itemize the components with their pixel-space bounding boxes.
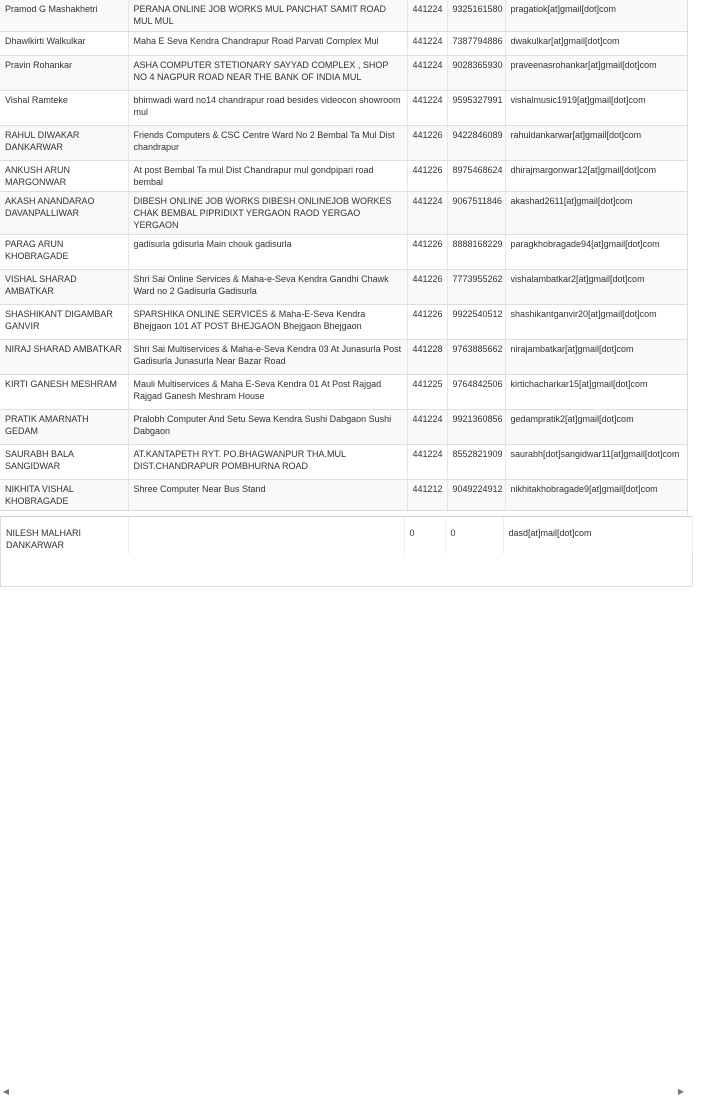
name-cell: SAURABH BALA SANGIDWAR <box>0 444 128 479</box>
table-row <box>0 0 688 31</box>
address-cell: SPARSHIKA ONLINE SERVICES & Maha-E-Seva Kendra Bhejgaon 101 AT POST BHEJGAON Bhejgaon Bhejgaon <box>128 304 407 339</box>
email-cell: pragatiok[at]gmail[dot]com <box>505 0 688 31</box>
table-row <box>0 269 688 304</box>
phone-cell: 7773955262 <box>447 269 505 304</box>
pincode-cell: 441224 <box>407 0 447 31</box>
email-cell: nikhitakhobragade9[at]gmail[dot]com <box>505 479 688 510</box>
address-cell: Pralobh Computer And Setu Sewa Kendra Sushi Dabgaon Sushi Dabgaon <box>128 409 407 444</box>
phone-cell: 8888168229 <box>447 234 505 269</box>
pincode-cell: 441212 <box>407 479 447 510</box>
centre-list-table <box>0 0 688 511</box>
table-row <box>0 339 688 374</box>
phone-cell: 9049224912 <box>447 479 505 510</box>
phone-cell: 9921360856 <box>447 409 505 444</box>
phone-cell: 9595327991 <box>447 90 505 125</box>
name-cell: PARAG ARUN KHOBRAGADE <box>0 234 128 269</box>
email-cell: dasd[at]mail[dot]com <box>503 517 692 554</box>
phone-cell: 9067511846 <box>447 191 505 234</box>
address-cell: Shri Sai Online Services & Maha-e-Seva Kendra Gandhi Chawk Ward no 2 Gadisurla Gadisurla <box>128 269 407 304</box>
phone-cell: 9422846089 <box>447 125 505 160</box>
email-cell: vishalambatkar2[at]gmail[dot]com <box>505 269 688 304</box>
table-row <box>0 409 688 444</box>
address-cell: gadisurla gdisurla Main chouk gadisurla <box>128 234 407 269</box>
address-cell: DIBESH ONLINE JOB WORKS DIBESH ONLINEJOB WORKES CHAK BEMBAL PIPRIDIXT YERGAON RAOD YERGAO YERGAON <box>128 191 407 234</box>
phone-cell: 9028365930 <box>447 55 505 90</box>
address-cell <box>128 517 404 554</box>
name-cell: SHASHIKANT DIGAMBAR GANVIR <box>0 304 128 339</box>
pincode-cell: 441224 <box>407 444 447 479</box>
name-cell: NIKHITA VISHAL KHOBRAGADE <box>0 479 128 510</box>
secondary-table <box>1 517 693 554</box>
table-row <box>0 31 688 55</box>
email-cell: dhirajmargonwar12[at]gmail[dot]com <box>505 160 688 191</box>
table-row <box>0 444 688 479</box>
scroll-left-icon[interactable]: ◀ <box>2 1087 10 1096</box>
horizontal-scrollbar[interactable] <box>1 1085 692 1099</box>
table-row <box>0 160 688 191</box>
email-cell: rahuldankarwar[at]gmail[dot]com <box>505 125 688 160</box>
pincode-cell: 441224 <box>407 409 447 444</box>
email-cell: nirajambatkar[at]gmail[dot]com <box>505 339 688 374</box>
table-row <box>0 55 688 90</box>
address-cell: Shree Computer Near Bus Stand <box>128 479 407 510</box>
address-cell: Maha E Seva Kendra Chandrapur Road Parvati Complex Mul <box>128 31 407 55</box>
address-cell: PERANA ONLINE JOB WORKS MUL PANCHAT SAMIT ROAD MUL MUL <box>128 0 407 31</box>
email-cell: praveenasrohankar[at]gmail[dot]com <box>505 55 688 90</box>
email-cell: kirtichacharkar15[at]gmail[dot]com <box>505 374 688 409</box>
phone-cell: 9764842506 <box>447 374 505 409</box>
name-cell: KIRTI GANESH MESHRAM <box>0 374 128 409</box>
email-cell: vishalmusic1919[at]gmail[dot]com <box>505 90 688 125</box>
address-cell: bhimwadi ward no14 chandrapur road besides videocon showroom mul <box>128 90 407 125</box>
phone-cell: 9325161580 <box>447 0 505 31</box>
address-cell: Mauli Multiservices & Maha E-Seva Kendra 01 At Post Rajgad Rajgad Ganesh Meshram House <box>128 374 407 409</box>
email-cell: saurabh[dot]sangidwar11[at]gmail[dot]com <box>505 444 688 479</box>
name-cell: NILESH MALHARI DANKARWAR <box>1 517 128 554</box>
address-cell: Shri Sai Multiservices & Maha-e-Seva Kendra 03 At Junasurla Post Gadisurla Junasurla Near Bazar Road <box>128 339 407 374</box>
phone-cell: 7387794886 <box>447 31 505 55</box>
name-cell: NIRAJ SHARAD AMBATKAR <box>0 339 128 374</box>
email-cell: akashad2611[at]gmail[dot]com <box>505 191 688 234</box>
name-cell: PRATIK AMARNATH GEDAM <box>0 409 128 444</box>
phone-cell: 0 <box>445 517 503 554</box>
pincode-cell: 441226 <box>407 269 447 304</box>
name-cell: VISHAL SHARAD AMBATKAR <box>0 269 128 304</box>
phone-cell: 9922540512 <box>447 304 505 339</box>
email-cell: gedampratik2[at]gmail[dot]com <box>505 409 688 444</box>
phone-cell: 8975468624 <box>447 160 505 191</box>
pincode-cell: 441224 <box>407 191 447 234</box>
pincode-cell: 441226 <box>407 160 447 191</box>
table-row <box>1 517 692 554</box>
name-cell: ANKUSH ARUN MARGONWAR <box>0 160 128 191</box>
pincode-cell: 441226 <box>407 125 447 160</box>
table-row <box>0 304 688 339</box>
table-row <box>0 479 688 510</box>
address-cell: ASHA COMPUTER STETIONARY SAYYAD COMPLEX , SHOP NO 4 NAGPUR ROAD NEAR THE BANK OF INDIA MUL <box>128 55 407 90</box>
address-cell: AT.KANTAPETH RYT. PO.BHAGWANPUR THA.MUL DIST.CHANDRAPUR POMBHURNA ROAD <box>128 444 407 479</box>
pincode-cell: 441224 <box>407 31 447 55</box>
name-cell: Vishal Ramteke <box>0 90 128 125</box>
pincode-cell: 0 <box>404 517 445 554</box>
phone-cell: 8552821909 <box>447 444 505 479</box>
name-cell: AKASH ANANDARAO DAVANPALLIWAR <box>0 191 128 234</box>
table-row <box>0 125 688 160</box>
table-row <box>0 374 688 409</box>
pincode-cell: 441226 <box>407 304 447 339</box>
centre-list-table-wrapper <box>0 0 688 515</box>
table-row <box>0 234 688 269</box>
address-cell: Friends Computers & CSC Centre Ward No 2 Bembal Ta Mul Dist chandrapur <box>128 125 407 160</box>
address-cell: At post Bembal Ta mul Dist Chandrapur mul gondpipari road bembal <box>128 160 407 191</box>
name-cell: Pravin Rohankar <box>0 55 128 90</box>
secondary-table-panel <box>0 516 693 1096</box>
pincode-cell: 441225 <box>407 374 447 409</box>
table-row <box>0 90 688 125</box>
centre-list-body <box>0 0 688 510</box>
pincode-cell: 441228 <box>407 339 447 374</box>
pincode-cell: 441226 <box>407 234 447 269</box>
email-cell: paragkhobragade94[at]gmail[dot]com <box>505 234 688 269</box>
pincode-cell: 441224 <box>407 55 447 90</box>
phone-cell: 9763885662 <box>447 339 505 374</box>
email-cell: dwakulkar[at]gmail[dot]com <box>505 31 688 55</box>
name-cell: Pramod G Mashakhetri <box>0 0 128 31</box>
email-cell: shashikantganvir20[at]gmail[dot]com <box>505 304 688 339</box>
name-cell: RAHUL DIWAKAR DANKARWAR <box>0 125 128 160</box>
pincode-cell: 441224 <box>407 90 447 125</box>
name-cell: Dhawlkirti Walkulkar <box>0 31 128 55</box>
scroll-right-icon[interactable]: ▶ <box>677 1087 685 1096</box>
table-row <box>0 191 688 234</box>
